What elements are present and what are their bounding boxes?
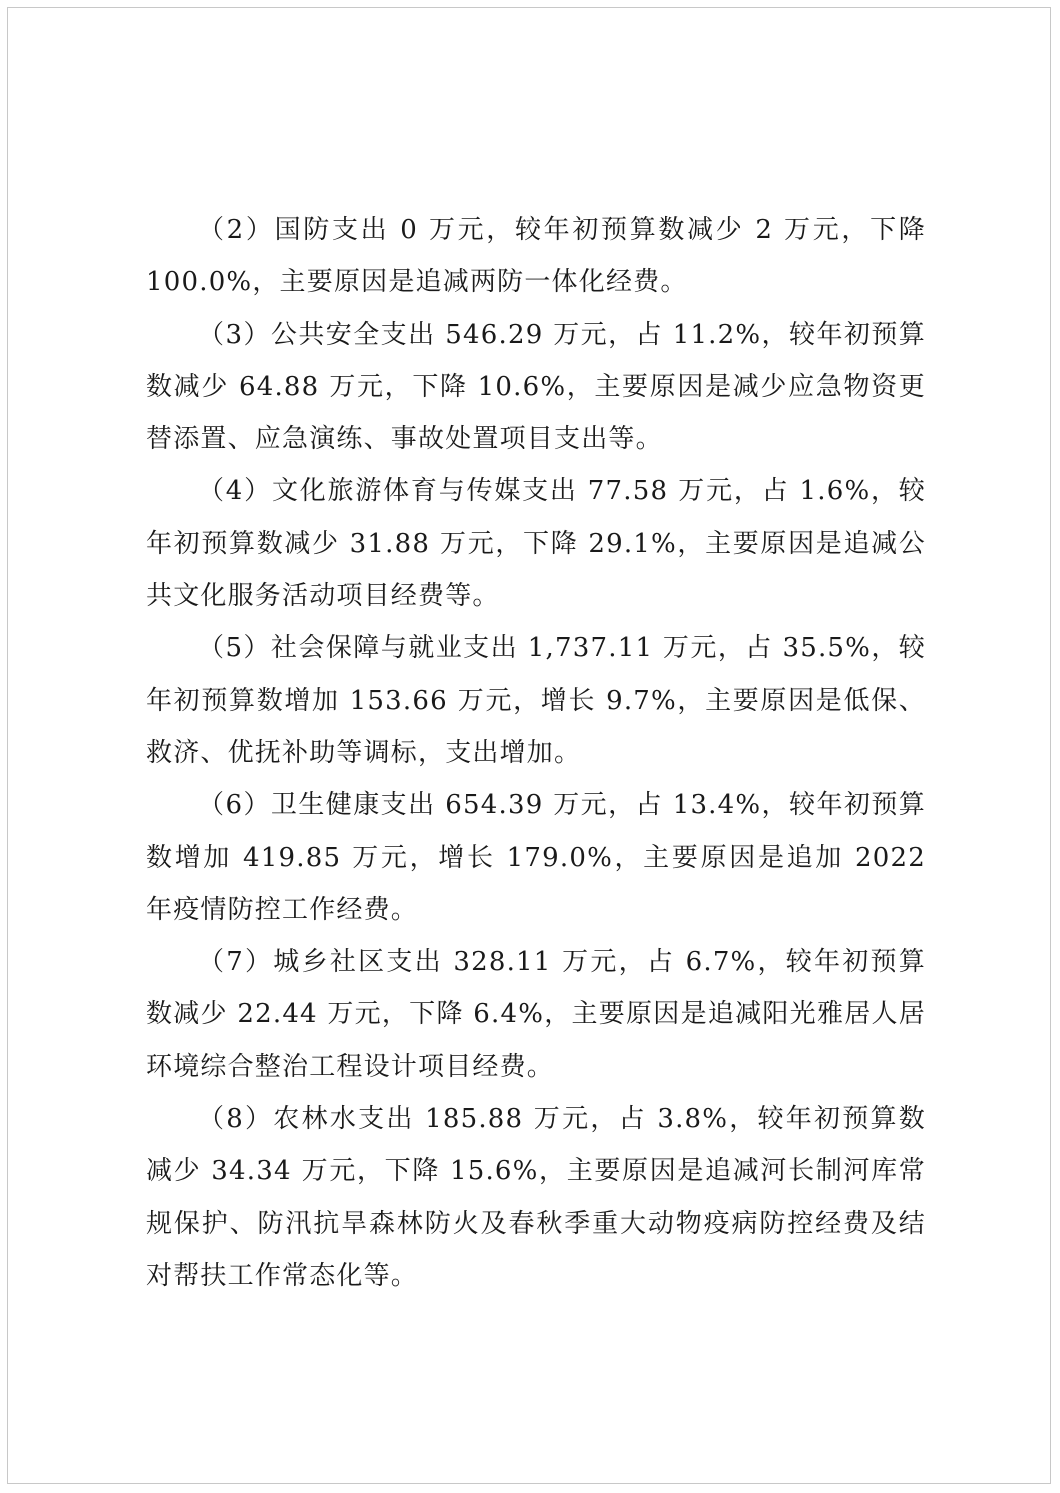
document-body [146, 204, 926, 1302]
paragraph-defense: （2）国防支出 0 万元，较年初预算数减少 2 万元，下降 100.0%，主要原因是追减两防一体化经费。 [146, 215, 926, 298]
paragraph-health: （6）卫生健康支出 654.39 万元，占 13.4%，较年初预算数增加 419.85 万元，增长 179.0%，主要原因是追加 2022 年疫情防控工作经费。 [146, 790, 926, 925]
paragraph-public-security: （3）公共安全支出 546.29 万元，占 11.2%，较年初预算数减少 64.88 万元，下降 10.6%，主要原因是减少应急物资更替添置、应急演练、事故处置项目支出等。 [146, 319, 926, 455]
paragraph-urban-rural: （7）城乡社区支出 328.11 万元，占 6.7%，较年初预算数减少 22.44 万元，下降 6.4%，主要原因是追减阳光雅居人居环境综合整治工程设计项目经费。 [146, 947, 926, 1082]
document-page [7, 7, 1051, 1484]
paragraph-agriculture: （8）农林水支出 185.88 万元，占 3.8%，较年初预算数减少 34.34 万元，下降 15.6%，主要原因是追减河长制河库常规保护、防汛抗旱森林防火及春秋季重大动物疫病防控经费及结对帮扶工作常态化等。 [146, 1104, 926, 1291]
paragraph-culture-tourism: （4）文化旅游体育与传媒支出 77.58 万元，占 1.6%，较年初预算数减少 31.88 万元，下降 29.1%，主要原因是追减公共文化服务活动项目经费等。 [146, 476, 926, 612]
paragraph-social-security: （5）社会保障与就业支出 1,737.11 万元，占 35.5%，较年初预算数增加 153.66 万元，增长 9.7%，主要原因是低保、救济、优抚补助等调标，支出增加。 [146, 633, 926, 768]
